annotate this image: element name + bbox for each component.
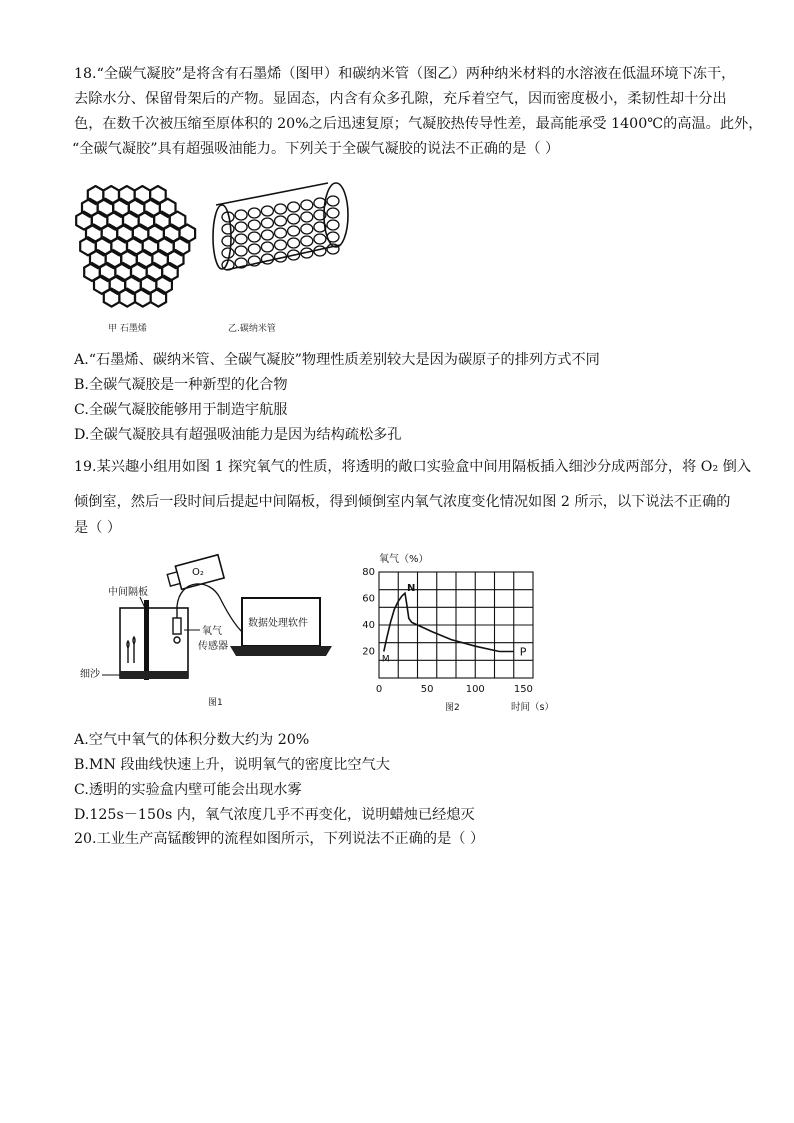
nanotube-cell xyxy=(235,234,247,244)
nanotube-cell xyxy=(261,230,273,240)
q19-option-d: D.125s－150s 内，氧气浓度几乎不再变化，说明蜡烛已经熄灭 xyxy=(74,807,475,823)
nanotube-cell xyxy=(235,210,247,220)
o2-label: O₂ xyxy=(192,567,204,578)
nanotube-cell xyxy=(327,232,339,242)
nanotube-cell xyxy=(235,246,247,256)
chart-y-tick-label: 60 xyxy=(362,593,375,605)
sensor-label-2: 传感器 xyxy=(198,641,228,652)
q18-option-a: A.“石墨烯、碳纳米管、全碳气凝胶”物理性质差别较大是因为碳原子的排列方式不同 xyxy=(74,352,600,368)
chart-x-tick-label: 150 xyxy=(513,684,533,695)
nanotube-cell xyxy=(248,220,260,230)
nanotube-cell xyxy=(222,236,234,246)
nanotube-label: 乙.碳纳米管 xyxy=(228,324,276,334)
point-n-label: N xyxy=(406,583,416,595)
nanotube-cell xyxy=(222,248,234,258)
nanotube-cell xyxy=(288,238,300,248)
nanotube-cell xyxy=(327,208,339,218)
nanotube-cell xyxy=(248,232,260,242)
nanotube-cell xyxy=(261,254,273,264)
nanotube-cell xyxy=(327,220,339,230)
sand-label: 细沙 xyxy=(80,669,100,680)
chart-y-tick-label: 40 xyxy=(362,620,375,631)
q18-stem-line-3: 色，在数千次被压缩至原体积的 20%之后迅速复原；气凝胶热传导性差，最高能承受 1400℃的高温。此外， xyxy=(74,116,763,132)
nanotube-cell xyxy=(275,240,287,250)
fig2-chart xyxy=(355,548,585,718)
chart-ylabel: 氧气（%） xyxy=(379,554,429,565)
nanotube-cell xyxy=(222,224,234,234)
chart-x-tick-label: 100 xyxy=(465,684,485,695)
q19-stem-line-2: 倾倒室，然后一段时间后提起中间隔板，得到倾倒室内氧气浓度变化情况如图 2 所示，以下说法不正确的 xyxy=(74,494,731,510)
q18-option-b: B.全碳气凝胶是一种新型的化合物 xyxy=(74,377,288,393)
q18-option-c: C.全碳气凝胶能够用于制造宇航服 xyxy=(74,402,288,418)
fig1-apparatus xyxy=(80,548,340,718)
fig2-caption: 图2 xyxy=(445,703,460,713)
nanotube-cell xyxy=(301,236,313,246)
nanotube-figure xyxy=(208,175,358,285)
graphene-label: 甲 石墨烯 xyxy=(108,324,147,334)
chart-y-tick-label: 20 xyxy=(362,646,375,658)
graphene-figure xyxy=(70,185,200,315)
partition-label: 中间隔板 xyxy=(108,587,148,598)
nanotube-cell xyxy=(261,218,273,228)
q19-stem-line-1: 19.某兴趣小组用如图 1 探究氧气的性质，将透明的敞口实验盒中间用隔板插入细沙分成两部分，将 O₂ 倒入 xyxy=(74,459,752,475)
q18-stem-line-1: 18.“全碳气凝胶”是将含有石墨烯（图甲）和碳纳米管（图乙）两种纳米材料的水溶液在低温环境下冻干， xyxy=(74,66,736,82)
chart-xlabel: 时间（s） xyxy=(511,702,554,713)
q18-stem-line-4: “全碳气凝胶”具有超强吸油能力。下列关于全碳气凝胶的说法不正确的是（ ） xyxy=(72,141,560,157)
chart-y-tick-label: 80 xyxy=(362,567,375,578)
nanotube-cell xyxy=(301,200,313,210)
nanotube-cell xyxy=(261,206,273,216)
nanotube-cell xyxy=(275,216,287,226)
nanotube-cell xyxy=(301,224,313,234)
q18-stem-line-2: 去除水分、保留骨架后的产物。显固态，内含有众多孔隙，充斥着空气，因而密度极小，柔韧性却十分出 xyxy=(74,91,727,107)
q18-option-d: D.全碳气凝胶具有超强吸油能力是因为结构疏松多孔 xyxy=(74,427,402,443)
nanotube-cell xyxy=(235,222,247,232)
nanotube-cell xyxy=(327,196,339,206)
software-label: 数据处理软件 xyxy=(248,618,308,629)
sensor-label-1: 氧气 xyxy=(202,626,222,637)
nanotube-cell xyxy=(275,204,287,214)
nanotube-cell xyxy=(301,212,313,222)
q19-option-c: C.透明的实验盒内壁可能会出现水雾 xyxy=(74,782,302,798)
q19-option-a: A.空气中氧气的体积分数大约为 20% xyxy=(74,732,310,748)
q19-stem-line-3: 是（ ） xyxy=(74,520,122,536)
nanotube-cell xyxy=(261,242,273,252)
nanotube-cell xyxy=(288,214,300,224)
nanotube-cell xyxy=(288,202,300,212)
nanotube-cell xyxy=(248,208,260,218)
q20-stem: 20.工业生产高锰酸钾的流程如图所示，下列说法不正确的是（ ） xyxy=(74,831,485,847)
nanotube-cell xyxy=(314,234,326,244)
q19-option-b: B.MN 段曲线快速上升，说明氧气的密度比空气大 xyxy=(74,757,390,773)
point-m-label: M xyxy=(381,654,390,665)
chart-x-tick-label: 50 xyxy=(420,684,434,695)
fig1-caption: 图1 xyxy=(208,698,223,708)
nanotube-cell xyxy=(275,228,287,238)
nanotube-cell xyxy=(288,226,300,236)
nanotube-cell xyxy=(248,244,260,254)
chart-x-tick-label: 0 xyxy=(375,684,383,695)
point-p-label: P xyxy=(519,645,527,659)
